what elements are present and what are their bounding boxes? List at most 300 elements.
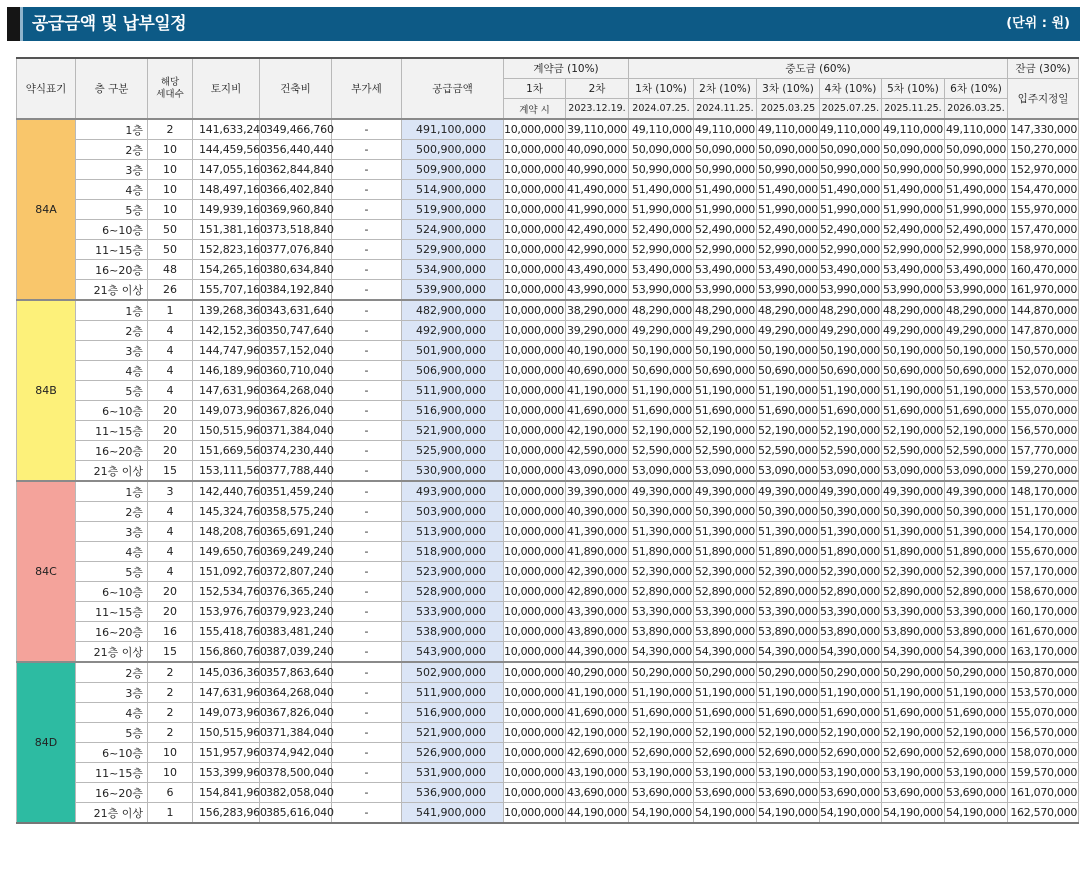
middle-payment-4-cell: 51,490,000 bbox=[820, 180, 882, 200]
building-cost-cell: 380,634,840 bbox=[260, 260, 332, 280]
middle-payment-4-cell: 53,890,000 bbox=[820, 622, 882, 642]
building-cost-cell: 372,807,240 bbox=[260, 562, 332, 582]
deposit2-cell: 40,390,000 bbox=[566, 502, 629, 522]
households-cell: 2 bbox=[148, 119, 193, 140]
building-cost-cell: 383,481,240 bbox=[260, 622, 332, 642]
title-accent-stripe bbox=[20, 7, 23, 41]
supply-price-cell: 521,900,000 bbox=[402, 723, 504, 743]
vat-cell: - bbox=[332, 260, 402, 280]
table-row bbox=[17, 783, 1079, 803]
middle-payment-2-cell: 52,690,000 bbox=[694, 743, 757, 763]
vat-cell: - bbox=[332, 240, 402, 260]
vat-cell: - bbox=[332, 703, 402, 723]
table-header bbox=[17, 58, 1079, 119]
building-cost-cell: 385,616,040 bbox=[260, 803, 332, 824]
deposit2-cell: 43,090,000 bbox=[566, 461, 629, 482]
floor-cell: 6~10층 bbox=[76, 401, 148, 421]
balance-cell: 156,570,000 bbox=[1008, 421, 1079, 441]
middle-payment-1-cell: 51,890,000 bbox=[629, 542, 694, 562]
floor-cell: 16~20층 bbox=[76, 783, 148, 803]
households-cell: 1 bbox=[148, 803, 193, 824]
households-cell: 16 bbox=[148, 622, 193, 642]
middle-payment-3-cell: 48,290,000 bbox=[757, 300, 820, 321]
table-row bbox=[17, 260, 1079, 280]
middle-payment-2-cell: 50,990,000 bbox=[694, 160, 757, 180]
middle-payment-1-cell: 50,090,000 bbox=[629, 140, 694, 160]
land-cost-cell: 144,459,560 bbox=[193, 140, 260, 160]
table-row bbox=[17, 522, 1079, 542]
middle-payment-4-cell: 50,390,000 bbox=[820, 502, 882, 522]
supply-price-cell: 526,900,000 bbox=[402, 743, 504, 763]
middle-payment-4-cell: 51,190,000 bbox=[820, 381, 882, 401]
table-row bbox=[17, 723, 1079, 743]
land-cost-cell: 153,399,960 bbox=[193, 763, 260, 783]
deposit1-cell: 10,000,000 bbox=[504, 622, 566, 642]
land-cost-cell: 156,860,760 bbox=[193, 642, 260, 663]
middle-payment-1-cell: 53,890,000 bbox=[629, 622, 694, 642]
middle-payment-4-cell: 49,290,000 bbox=[820, 321, 882, 341]
middle-payment-4-cell: 52,190,000 bbox=[820, 421, 882, 441]
middle-payment-1-cell: 49,290,000 bbox=[629, 321, 694, 341]
middle-payment-6-cell: 54,190,000 bbox=[945, 803, 1008, 824]
middle-payment-6-cell: 51,990,000 bbox=[945, 200, 1008, 220]
table-row bbox=[17, 341, 1079, 361]
middle-payment-1-cell: 53,690,000 bbox=[629, 783, 694, 803]
balance-cell: 150,270,000 bbox=[1008, 140, 1079, 160]
floor-cell: 4층 bbox=[76, 542, 148, 562]
building-cost-cell: 343,631,640 bbox=[260, 300, 332, 321]
table-row bbox=[17, 803, 1079, 824]
balance-cell: 159,570,000 bbox=[1008, 763, 1079, 783]
vat-cell: - bbox=[332, 481, 402, 502]
balance-cell: 148,170,000 bbox=[1008, 481, 1079, 502]
middle-payment-1-cell: 53,390,000 bbox=[629, 602, 694, 622]
deposit1-cell: 10,000,000 bbox=[504, 140, 566, 160]
households-cell: 6 bbox=[148, 783, 193, 803]
floor-cell: 5층 bbox=[76, 723, 148, 743]
building-cost-cell: 367,826,040 bbox=[260, 401, 332, 421]
supply-price-cell: 509,900,000 bbox=[402, 160, 504, 180]
households-cell: 4 bbox=[148, 321, 193, 341]
vat-cell: - bbox=[332, 803, 402, 824]
supply-price-cell: 543,900,000 bbox=[402, 642, 504, 663]
date-mid6: 2026.03.25. bbox=[945, 99, 1008, 120]
middle-payment-4-cell: 49,110,000 bbox=[820, 119, 882, 140]
middle-payment-6-cell: 50,990,000 bbox=[945, 160, 1008, 180]
deposit1-cell: 10,000,000 bbox=[504, 361, 566, 381]
building-cost-cell: 351,459,240 bbox=[260, 481, 332, 502]
deposit1-cell: 10,000,000 bbox=[504, 220, 566, 240]
floor-cell: 1층 bbox=[76, 481, 148, 502]
floor-cell: 11~15층 bbox=[76, 421, 148, 441]
building-cost-cell: 379,923,240 bbox=[260, 602, 332, 622]
balance-cell: 155,670,000 bbox=[1008, 542, 1079, 562]
land-cost-cell: 149,939,160 bbox=[193, 200, 260, 220]
middle-payment-5-cell: 51,490,000 bbox=[882, 180, 945, 200]
balance-cell: 155,970,000 bbox=[1008, 200, 1079, 220]
table-row bbox=[17, 562, 1079, 582]
middle-payment-1-cell: 51,190,000 bbox=[629, 381, 694, 401]
balance-cell: 147,330,000 bbox=[1008, 119, 1079, 140]
col-supply: 공급금액 bbox=[402, 58, 504, 119]
floor-cell: 4층 bbox=[76, 361, 148, 381]
deposit2-cell: 41,990,000 bbox=[566, 200, 629, 220]
middle-payment-6-cell: 53,190,000 bbox=[945, 763, 1008, 783]
deposit2-cell: 43,990,000 bbox=[566, 280, 629, 301]
middle-payment-6-cell: 53,490,000 bbox=[945, 260, 1008, 280]
middle-payment-3-cell: 53,190,000 bbox=[757, 763, 820, 783]
deposit2-cell: 42,690,000 bbox=[566, 743, 629, 763]
middle-payment-6-cell: 50,090,000 bbox=[945, 140, 1008, 160]
floor-cell: 21층 이상 bbox=[76, 461, 148, 482]
table-row bbox=[17, 321, 1079, 341]
land-cost-cell: 145,324,760 bbox=[193, 502, 260, 522]
deposit2-cell: 39,390,000 bbox=[566, 481, 629, 502]
floor-cell: 2층 bbox=[76, 321, 148, 341]
middle-payment-5-cell: 49,290,000 bbox=[882, 321, 945, 341]
middle-payment-1-cell: 49,110,000 bbox=[629, 119, 694, 140]
balance-cell: 159,270,000 bbox=[1008, 461, 1079, 482]
middle-payment-3-cell: 51,490,000 bbox=[757, 180, 820, 200]
middle-payment-1-cell: 50,390,000 bbox=[629, 502, 694, 522]
middle-payment-2-cell: 53,690,000 bbox=[694, 783, 757, 803]
building-cost-cell: 382,058,040 bbox=[260, 783, 332, 803]
supply-price-cell: 539,900,000 bbox=[402, 280, 504, 301]
date-mid3: 2025.03.25 bbox=[757, 99, 820, 120]
middle-payment-2-cell: 54,190,000 bbox=[694, 803, 757, 824]
middle-payment-3-cell: 53,690,000 bbox=[757, 783, 820, 803]
middle-payment-4-cell: 52,190,000 bbox=[820, 723, 882, 743]
vat-cell: - bbox=[332, 461, 402, 482]
middle-payment-5-cell: 53,990,000 bbox=[882, 280, 945, 301]
households-cell: 20 bbox=[148, 602, 193, 622]
table-row bbox=[17, 140, 1079, 160]
land-cost-cell: 142,440,760 bbox=[193, 481, 260, 502]
land-cost-cell: 152,823,160 bbox=[193, 240, 260, 260]
middle-payment-6-cell: 53,090,000 bbox=[945, 461, 1008, 482]
col-dep1: 1차 bbox=[504, 79, 566, 99]
middle-payment-5-cell: 51,690,000 bbox=[882, 401, 945, 421]
middle-payment-6-cell: 50,190,000 bbox=[945, 341, 1008, 361]
middle-payment-3-cell: 53,090,000 bbox=[757, 461, 820, 482]
building-cost-cell: 367,826,040 bbox=[260, 703, 332, 723]
middle-payment-1-cell: 52,190,000 bbox=[629, 723, 694, 743]
deposit2-cell: 41,690,000 bbox=[566, 401, 629, 421]
middle-payment-2-cell: 50,290,000 bbox=[694, 662, 757, 683]
deposit2-cell: 43,890,000 bbox=[566, 622, 629, 642]
floor-cell: 21층 이상 bbox=[76, 642, 148, 663]
deposit2-cell: 42,490,000 bbox=[566, 220, 629, 240]
households-cell: 4 bbox=[148, 542, 193, 562]
middle-payment-5-cell: 53,190,000 bbox=[882, 763, 945, 783]
floor-cell: 1층 bbox=[76, 119, 148, 140]
col-mid2: 2차 (10%) bbox=[694, 79, 757, 99]
middle-payment-4-cell: 51,390,000 bbox=[820, 522, 882, 542]
table-row bbox=[17, 461, 1079, 482]
middle-payment-3-cell: 51,390,000 bbox=[757, 522, 820, 542]
middle-payment-4-cell: 50,190,000 bbox=[820, 341, 882, 361]
supply-price-cell: 523,900,000 bbox=[402, 562, 504, 582]
middle-payment-3-cell: 51,190,000 bbox=[757, 683, 820, 703]
title-bar bbox=[7, 7, 1080, 41]
middle-payment-1-cell: 52,990,000 bbox=[629, 240, 694, 260]
building-cost-cell: 356,440,440 bbox=[260, 140, 332, 160]
middle-payment-6-cell: 51,490,000 bbox=[945, 180, 1008, 200]
households-cell: 2 bbox=[148, 703, 193, 723]
floor-cell: 21층 이상 bbox=[76, 803, 148, 824]
deposit1-cell: 10,000,000 bbox=[504, 522, 566, 542]
supply-price-cell: 521,900,000 bbox=[402, 421, 504, 441]
table-row bbox=[17, 381, 1079, 401]
middle-payment-4-cell: 51,990,000 bbox=[820, 200, 882, 220]
balance-cell: 154,470,000 bbox=[1008, 180, 1079, 200]
col-mid3: 3차 (10%) bbox=[757, 79, 820, 99]
supply-price-cell: 538,900,000 bbox=[402, 622, 504, 642]
table-row bbox=[17, 622, 1079, 642]
supply-price-cell: 506,900,000 bbox=[402, 361, 504, 381]
supply-price-cell: 503,900,000 bbox=[402, 502, 504, 522]
middle-payment-5-cell: 52,590,000 bbox=[882, 441, 945, 461]
supply-price-cell: 530,900,000 bbox=[402, 461, 504, 482]
middle-payment-2-cell: 52,190,000 bbox=[694, 421, 757, 441]
supply-price-cell: 536,900,000 bbox=[402, 783, 504, 803]
vat-cell: - bbox=[332, 401, 402, 421]
households-cell: 2 bbox=[148, 683, 193, 703]
building-cost-cell: 358,575,240 bbox=[260, 502, 332, 522]
title-accent bbox=[7, 7, 20, 41]
middle-payment-2-cell: 51,390,000 bbox=[694, 522, 757, 542]
middle-payment-3-cell: 49,290,000 bbox=[757, 321, 820, 341]
middle-payment-5-cell: 52,690,000 bbox=[882, 743, 945, 763]
supply-price-cell: 482,900,000 bbox=[402, 300, 504, 321]
balance-cell: 163,170,000 bbox=[1008, 642, 1079, 663]
land-cost-cell: 156,283,960 bbox=[193, 803, 260, 824]
middle-payment-6-cell: 51,890,000 bbox=[945, 542, 1008, 562]
deposit2-cell: 42,190,000 bbox=[566, 421, 629, 441]
building-cost-cell: 387,039,240 bbox=[260, 642, 332, 663]
middle-payment-3-cell: 54,390,000 bbox=[757, 642, 820, 663]
floor-cell: 3층 bbox=[76, 341, 148, 361]
supply-price-cell: 491,100,000 bbox=[402, 119, 504, 140]
table-row bbox=[17, 582, 1079, 602]
land-cost-cell: 151,381,160 bbox=[193, 220, 260, 240]
table-row bbox=[17, 743, 1079, 763]
middle-payment-5-cell: 53,890,000 bbox=[882, 622, 945, 642]
middle-payment-2-cell: 51,190,000 bbox=[694, 683, 757, 703]
table-row bbox=[17, 280, 1079, 301]
middle-payment-1-cell: 52,690,000 bbox=[629, 743, 694, 763]
floor-cell: 4층 bbox=[76, 180, 148, 200]
households-cell: 26 bbox=[148, 280, 193, 301]
middle-payment-1-cell: 54,190,000 bbox=[629, 803, 694, 824]
middle-payment-1-cell: 49,390,000 bbox=[629, 481, 694, 502]
middle-payment-1-cell: 51,690,000 bbox=[629, 401, 694, 421]
middle-payment-6-cell: 52,390,000 bbox=[945, 562, 1008, 582]
middle-payment-2-cell: 50,190,000 bbox=[694, 341, 757, 361]
middle-payment-4-cell: 53,990,000 bbox=[820, 280, 882, 301]
middle-payment-5-cell: 51,990,000 bbox=[882, 200, 945, 220]
middle-payment-2-cell: 53,890,000 bbox=[694, 622, 757, 642]
balance-cell: 155,070,000 bbox=[1008, 703, 1079, 723]
vat-cell: - bbox=[332, 300, 402, 321]
middle-payment-4-cell: 53,090,000 bbox=[820, 461, 882, 482]
balance-cell: 157,770,000 bbox=[1008, 441, 1079, 461]
middle-payment-3-cell: 52,690,000 bbox=[757, 743, 820, 763]
balance-cell: 162,570,000 bbox=[1008, 803, 1079, 824]
vat-cell: - bbox=[332, 321, 402, 341]
vat-cell: - bbox=[332, 220, 402, 240]
households-cell: 4 bbox=[148, 562, 193, 582]
table-body bbox=[17, 119, 1079, 823]
deposit1-cell: 10,000,000 bbox=[504, 341, 566, 361]
middle-payment-3-cell: 52,190,000 bbox=[757, 723, 820, 743]
vat-cell: - bbox=[332, 642, 402, 663]
balance-cell: 153,570,000 bbox=[1008, 683, 1079, 703]
land-cost-cell: 147,631,960 bbox=[193, 683, 260, 703]
vat-cell: - bbox=[332, 180, 402, 200]
supply-price-cell: 529,900,000 bbox=[402, 240, 504, 260]
middle-payment-6-cell: 49,290,000 bbox=[945, 321, 1008, 341]
middle-payment-3-cell: 51,190,000 bbox=[757, 381, 820, 401]
table-row bbox=[17, 200, 1079, 220]
middle-payment-6-cell: 52,890,000 bbox=[945, 582, 1008, 602]
middle-payment-5-cell: 51,190,000 bbox=[882, 381, 945, 401]
page-title: 공급금액 및 납부일정 bbox=[32, 14, 187, 34]
middle-payment-1-cell: 54,390,000 bbox=[629, 642, 694, 663]
middle-payment-5-cell: 52,190,000 bbox=[882, 421, 945, 441]
supply-price-cell: 518,900,000 bbox=[402, 542, 504, 562]
deposit1-cell: 10,000,000 bbox=[504, 421, 566, 441]
building-cost-cell: 357,863,640 bbox=[260, 662, 332, 683]
middle-payment-2-cell: 52,890,000 bbox=[694, 582, 757, 602]
deposit1-cell: 10,000,000 bbox=[504, 703, 566, 723]
date-dep1: 계약 시 bbox=[504, 99, 566, 120]
land-cost-cell: 155,707,160 bbox=[193, 280, 260, 301]
middle-payment-6-cell: 48,290,000 bbox=[945, 300, 1008, 321]
table-row bbox=[17, 642, 1079, 663]
vat-cell: - bbox=[332, 502, 402, 522]
households-cell: 10 bbox=[148, 200, 193, 220]
deposit1-cell: 10,000,000 bbox=[504, 783, 566, 803]
deposit2-cell: 40,690,000 bbox=[566, 361, 629, 381]
households-cell: 3 bbox=[148, 481, 193, 502]
floor-cell: 2층 bbox=[76, 140, 148, 160]
building-cost-cell: 357,152,040 bbox=[260, 341, 332, 361]
middle-payment-5-cell: 53,390,000 bbox=[882, 602, 945, 622]
table-row bbox=[17, 481, 1079, 502]
middle-payment-5-cell: 49,390,000 bbox=[882, 481, 945, 502]
middle-payment-2-cell: 53,490,000 bbox=[694, 260, 757, 280]
floor-cell: 16~20층 bbox=[76, 260, 148, 280]
deposit1-cell: 10,000,000 bbox=[504, 582, 566, 602]
middle-payment-5-cell: 52,990,000 bbox=[882, 240, 945, 260]
deposit1-cell: 10,000,000 bbox=[504, 280, 566, 301]
middle-payment-5-cell: 52,890,000 bbox=[882, 582, 945, 602]
middle-payment-3-cell: 50,390,000 bbox=[757, 502, 820, 522]
middle-payment-4-cell: 51,190,000 bbox=[820, 683, 882, 703]
middle-payment-1-cell: 51,190,000 bbox=[629, 683, 694, 703]
deposit1-cell: 10,000,000 bbox=[504, 461, 566, 482]
deposit2-cell: 44,390,000 bbox=[566, 642, 629, 663]
balance-cell: 160,470,000 bbox=[1008, 260, 1079, 280]
land-cost-cell: 147,631,960 bbox=[193, 381, 260, 401]
supply-price-cell: 534,900,000 bbox=[402, 260, 504, 280]
balance-cell: 161,670,000 bbox=[1008, 622, 1079, 642]
vat-cell: - bbox=[332, 783, 402, 803]
supply-price-cell: 514,900,000 bbox=[402, 180, 504, 200]
supply-price-cell: 500,900,000 bbox=[402, 140, 504, 160]
land-cost-cell: 153,111,560 bbox=[193, 461, 260, 482]
deposit1-cell: 10,000,000 bbox=[504, 542, 566, 562]
middle-payment-4-cell: 53,690,000 bbox=[820, 783, 882, 803]
floor-cell: 6~10층 bbox=[76, 743, 148, 763]
middle-payment-3-cell: 50,990,000 bbox=[757, 160, 820, 180]
vat-cell: - bbox=[332, 522, 402, 542]
col-mid5: 5차 (10%) bbox=[882, 79, 945, 99]
deposit2-cell: 39,290,000 bbox=[566, 321, 629, 341]
middle-payment-3-cell: 51,690,000 bbox=[757, 703, 820, 723]
middle-payment-4-cell: 52,390,000 bbox=[820, 562, 882, 582]
deposit2-cell: 42,890,000 bbox=[566, 582, 629, 602]
middle-payment-5-cell: 52,390,000 bbox=[882, 562, 945, 582]
deposit1-cell: 10,000,000 bbox=[504, 743, 566, 763]
middle-payment-4-cell: 49,390,000 bbox=[820, 481, 882, 502]
table-row bbox=[17, 160, 1079, 180]
middle-payment-6-cell: 52,690,000 bbox=[945, 743, 1008, 763]
deposit2-cell: 42,590,000 bbox=[566, 441, 629, 461]
middle-payment-3-cell: 53,490,000 bbox=[757, 260, 820, 280]
unit-type-cell: 84B bbox=[17, 300, 76, 481]
middle-payment-5-cell: 48,290,000 bbox=[882, 300, 945, 321]
balance-cell: 152,070,000 bbox=[1008, 361, 1079, 381]
vat-cell: - bbox=[332, 763, 402, 783]
middle-payment-1-cell: 52,890,000 bbox=[629, 582, 694, 602]
middle-payment-1-cell: 52,390,000 bbox=[629, 562, 694, 582]
middle-payment-4-cell: 54,190,000 bbox=[820, 803, 882, 824]
middle-payment-6-cell: 51,190,000 bbox=[945, 381, 1008, 401]
vat-cell: - bbox=[332, 542, 402, 562]
middle-payment-2-cell: 51,490,000 bbox=[694, 180, 757, 200]
middle-payment-4-cell: 53,490,000 bbox=[820, 260, 882, 280]
middle-payment-4-cell: 51,690,000 bbox=[820, 703, 882, 723]
supply-price-cell: 525,900,000 bbox=[402, 441, 504, 461]
table-row bbox=[17, 240, 1079, 260]
col-deposit: 계약금 (10%) bbox=[504, 58, 629, 79]
col-households: 해당 세대수 bbox=[148, 58, 193, 119]
table-row bbox=[17, 421, 1079, 441]
deposit1-cell: 10,000,000 bbox=[504, 602, 566, 622]
building-cost-cell: 360,710,040 bbox=[260, 361, 332, 381]
middle-payment-5-cell: 52,190,000 bbox=[882, 723, 945, 743]
middle-payment-6-cell: 52,190,000 bbox=[945, 723, 1008, 743]
supply-price-cell: 524,900,000 bbox=[402, 220, 504, 240]
middle-payment-6-cell: 49,110,000 bbox=[945, 119, 1008, 140]
land-cost-cell: 150,515,960 bbox=[193, 421, 260, 441]
vat-cell: - bbox=[332, 200, 402, 220]
middle-payment-2-cell: 52,390,000 bbox=[694, 562, 757, 582]
col-type: 약식표기 bbox=[17, 58, 76, 119]
middle-payment-1-cell: 53,490,000 bbox=[629, 260, 694, 280]
middle-payment-4-cell: 51,890,000 bbox=[820, 542, 882, 562]
supply-price-cell: 511,900,000 bbox=[402, 683, 504, 703]
middle-payment-3-cell: 54,190,000 bbox=[757, 803, 820, 824]
deposit1-cell: 10,000,000 bbox=[504, 662, 566, 683]
supply-price-cell: 533,900,000 bbox=[402, 602, 504, 622]
middle-payment-6-cell: 51,690,000 bbox=[945, 401, 1008, 421]
middle-payment-6-cell: 50,690,000 bbox=[945, 361, 1008, 381]
middle-payment-6-cell: 52,490,000 bbox=[945, 220, 1008, 240]
households-cell: 48 bbox=[148, 260, 193, 280]
